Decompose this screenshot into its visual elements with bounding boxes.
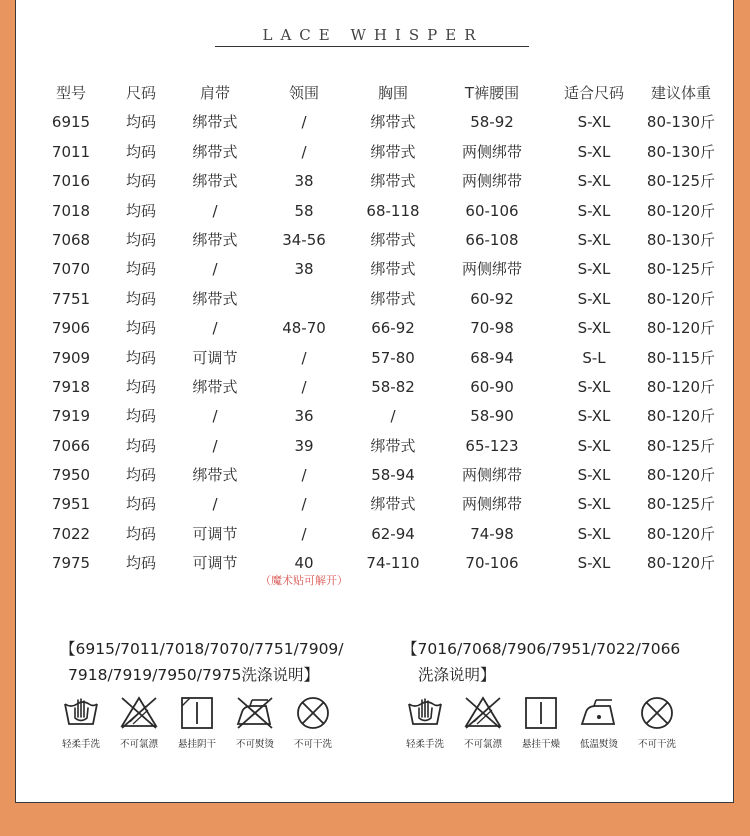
table-row: [16, 520, 735, 549]
cell-fit-size: S-XL: [577, 495, 611, 514]
header-size: 尺码: [125, 84, 157, 102]
size-chart-card: [15, 0, 734, 803]
cell-size: 均码: [125, 142, 157, 161]
line-dry-shade-icon: [168, 694, 226, 732]
cell-size: 均码: [125, 172, 157, 191]
cell-weight: 80-120斤: [646, 377, 716, 396]
cell-fit-size: S-XL: [577, 319, 611, 338]
cell-model: 7022: [51, 524, 91, 543]
cell-waist: 65-123: [465, 436, 519, 455]
table-row: [16, 432, 735, 461]
care-label: 轻柔手洗: [61, 739, 100, 750]
header-strap: 肩带: [199, 84, 231, 102]
cell-bust: 57-80: [371, 348, 415, 367]
care-label: 悬挂阴干: [177, 739, 216, 750]
cell-size: 均码: [125, 319, 157, 338]
cell-strap: /: [212, 495, 218, 514]
cell-size: 均码: [125, 201, 157, 220]
table-row: [16, 226, 735, 255]
cell-waist: 70-98: [470, 319, 514, 338]
care-item: [52, 694, 110, 750]
cell-size: 均码: [125, 466, 157, 485]
cell-bust: 58-94: [371, 466, 415, 485]
care-item: [110, 694, 168, 750]
cell-size: 均码: [125, 260, 157, 279]
cell-size: 均码: [125, 436, 157, 455]
cell-fit-size: S-XL: [577, 260, 611, 279]
cell-bust: 绑带式: [370, 289, 416, 308]
cell-strap: 可调节: [192, 524, 238, 543]
care-item: [570, 694, 628, 750]
care-item: [168, 694, 226, 750]
cell-model: 7011: [51, 142, 91, 161]
cell-fit-size: S-XL: [577, 466, 611, 485]
table-row: [16, 197, 735, 226]
cell-strap: 绑带式: [192, 172, 238, 191]
cell-size: 均码: [125, 524, 157, 543]
cell-neck: 38: [294, 172, 314, 191]
table-row: [16, 285, 735, 314]
cell-size: 均码: [125, 377, 157, 396]
cell-waist: 两侧绑带: [461, 260, 523, 279]
cell-model: 7919: [51, 407, 91, 426]
cell-strap: /: [212, 319, 218, 338]
cell-fit-size: S-XL: [577, 142, 611, 161]
hand-wash-icon: [396, 694, 454, 732]
cell-fit-size: S-XL: [577, 172, 611, 191]
cell-bust: 62-94: [371, 524, 415, 543]
cell-weight: 80-125斤: [646, 495, 716, 514]
cell-waist: 58-92: [470, 113, 514, 132]
cell-weight: 80-130斤: [646, 142, 716, 161]
care-label: 不可干洗: [293, 739, 332, 750]
cell-strap: 绑带式: [192, 377, 238, 396]
low-iron-icon: [570, 694, 628, 732]
cell-neck: /: [301, 466, 307, 485]
cell-model: 7016: [51, 172, 91, 191]
table-row: [16, 549, 735, 578]
cell-model: 7950: [51, 466, 91, 485]
cell-neck: 58: [294, 201, 314, 220]
table-header-row: [16, 79, 735, 108]
brand-underline: [215, 46, 529, 47]
cell-neck: /: [301, 348, 307, 367]
cell-fit-size: S-XL: [577, 113, 611, 132]
cell-size: 均码: [125, 554, 157, 573]
table-row: [16, 490, 735, 519]
cell-waist: 两侧绑带: [461, 466, 523, 485]
cell-bust: 66-92: [371, 319, 415, 338]
care-item: [284, 694, 342, 750]
cell-model: 7068: [51, 230, 91, 249]
wash-title-right: [402, 636, 680, 688]
cell-neck: 40: [294, 554, 314, 573]
cell-weight: 80-125斤: [646, 436, 716, 455]
cell-size: 均码: [125, 348, 157, 367]
cell-weight: 80-120斤: [646, 554, 716, 573]
cell-bust: 绑带式: [370, 260, 416, 279]
cell-strap: 绑带式: [192, 289, 238, 308]
cell-waist: 两侧绑带: [461, 142, 523, 161]
cell-fit-size: S-L: [582, 348, 606, 367]
cell-waist: 两侧绑带: [461, 172, 523, 191]
wash-title-left-line1: 【6915/7011/7018/7070/7751/7909/: [60, 640, 344, 658]
cell-size: 均码: [125, 289, 157, 308]
cell-weight: 80-130斤: [646, 230, 716, 249]
cell-neck: /: [301, 524, 307, 543]
line-dry-icon: [512, 694, 570, 732]
wash-title-right-line1: 【7016/7068/7906/7951/7022/7066: [402, 640, 681, 658]
cell-fit-size: S-XL: [577, 289, 611, 308]
cell-model: 7975: [51, 554, 91, 573]
cell-weight: 80-120斤: [646, 289, 716, 308]
header-weight: 建议体重: [650, 84, 712, 102]
no-dry-clean-icon: [284, 694, 342, 732]
cell-weight: 80-125斤: [646, 172, 716, 191]
cell-neck: /: [301, 495, 307, 514]
cell-strap: 可调节: [192, 554, 238, 573]
care-item: [396, 694, 454, 750]
cell-strap: /: [212, 260, 218, 279]
table-row: [16, 314, 735, 343]
cell-neck: /: [301, 377, 307, 396]
table-row: [16, 402, 735, 431]
table-row: [16, 255, 735, 284]
cell-weight: 80-120斤: [646, 524, 716, 543]
cell-size: 均码: [125, 113, 157, 132]
header-model: 型号: [55, 84, 87, 102]
header-neck: 领围: [288, 84, 320, 102]
cell-waist: 60-92: [470, 289, 514, 308]
cell-model: 7906: [51, 319, 91, 338]
care-item: [628, 694, 686, 750]
cell-bust: 绑带式: [370, 230, 416, 249]
table-row: [16, 108, 735, 137]
cell-weight: 80-120斤: [646, 466, 716, 485]
cell-strap: /: [212, 436, 218, 455]
cell-waist: 两侧绑带: [461, 495, 523, 514]
cell-waist: 70-106: [465, 554, 519, 573]
cell-weight: 80-130斤: [646, 113, 716, 132]
cell-bust: 绑带式: [370, 436, 416, 455]
cell-size: 均码: [125, 407, 157, 426]
cell-model: 7909: [51, 348, 91, 367]
cell-fit-size: S-XL: [577, 230, 611, 249]
cell-fit-size: S-XL: [577, 407, 611, 426]
cell-model: 7951: [51, 495, 91, 514]
table-row: [16, 167, 735, 196]
care-label: 不可氯漂: [463, 739, 502, 750]
cell-fit-size: S-XL: [577, 524, 611, 543]
cell-waist: 66-108: [465, 230, 519, 249]
no-bleach-icon: [454, 694, 512, 732]
cell-bust: 绑带式: [370, 113, 416, 132]
cell-model: 7018: [51, 201, 91, 220]
cell-bust: 绑带式: [370, 172, 416, 191]
cell-weight: 80-120斤: [646, 319, 716, 338]
cell-weight: 80-115斤: [646, 348, 716, 367]
table-row: [16, 138, 735, 167]
cell-fit-size: S-XL: [577, 554, 611, 573]
header-bust: 胸围: [377, 84, 409, 102]
size-table: [16, 79, 735, 579]
cell-neck: 39: [294, 436, 314, 455]
cell-fit-size: S-XL: [577, 201, 611, 220]
cell-size: 均码: [125, 230, 157, 249]
care-label: 不可氯漂: [119, 739, 158, 750]
cell-fit-size: S-XL: [577, 436, 611, 455]
cell-strap: 可调节: [192, 348, 238, 367]
wash-title-left: [60, 636, 344, 688]
care-label: 低温熨烫: [579, 739, 618, 750]
cell-waist: 60-106: [465, 201, 519, 220]
cell-weight: 80-125斤: [646, 260, 716, 279]
cell-fit-size: S-XL: [577, 377, 611, 396]
cell-waist: 58-90: [470, 407, 514, 426]
cell-bust: 68-118: [366, 201, 420, 220]
cell-waist: 68-94: [470, 348, 514, 367]
header-waist: T裤腰围: [464, 84, 520, 102]
care-label: 不可熨烫: [235, 739, 274, 750]
header-fit-size: 适合尺码: [563, 84, 625, 102]
cell-neck: /: [301, 142, 307, 161]
cell-strap: 绑带式: [192, 466, 238, 485]
no-iron-icon: [226, 694, 284, 732]
cell-model: 7918: [51, 377, 91, 396]
cell-weight: 80-120斤: [646, 407, 716, 426]
hand-wash-icon: [52, 694, 110, 732]
cell-bust: 绑带式: [370, 142, 416, 161]
table-row: [16, 373, 735, 402]
care-label: 悬挂干燥: [521, 739, 560, 750]
cell-waist: 74-98: [470, 524, 514, 543]
cell-weight: 80-120斤: [646, 201, 716, 220]
care-item: [454, 694, 512, 750]
care-label: 轻柔手洗: [405, 739, 444, 750]
cell-strap: /: [212, 201, 218, 220]
table-row: [16, 344, 735, 373]
cell-neck: 38: [294, 260, 314, 279]
wash-title-left-line2: 7918/7919/7950/7975洗涤说明】: [68, 666, 319, 684]
no-bleach-icon: [110, 694, 168, 732]
cell-bust: 绑带式: [370, 495, 416, 514]
cell-neck: 34-56: [282, 230, 326, 249]
cell-neck: /: [301, 113, 307, 132]
cell-strap: 绑带式: [192, 142, 238, 161]
cell-neck: 36: [294, 407, 314, 426]
cell-model: 7066: [51, 436, 91, 455]
cell-bust: 74-110: [366, 554, 420, 573]
cell-strap: 绑带式: [192, 113, 238, 132]
cell-bust: 58-82: [371, 377, 415, 396]
cell-model: 7751: [51, 289, 91, 308]
cell-waist: 60-90: [470, 377, 514, 396]
care-item: [226, 694, 284, 750]
cell-neck: 48-70: [282, 319, 326, 338]
wash-title-right-line2: 洗涤说明】: [418, 666, 496, 684]
care-item: [512, 694, 570, 750]
cell-model: 6915: [51, 113, 91, 132]
cell-strap: /: [212, 407, 218, 426]
brand-title: LACE WHISPER: [262, 26, 484, 44]
table-row: [16, 461, 735, 490]
cell-model: 7070: [51, 260, 91, 279]
cell-size: 均码: [125, 495, 157, 514]
cell-bust: /: [390, 407, 396, 426]
care-label: 不可干洗: [637, 739, 676, 750]
cell-strap: 绑带式: [192, 230, 238, 249]
velcro-note: （魔术贴可解开）: [260, 574, 348, 587]
no-dry-clean-icon: [628, 694, 686, 732]
